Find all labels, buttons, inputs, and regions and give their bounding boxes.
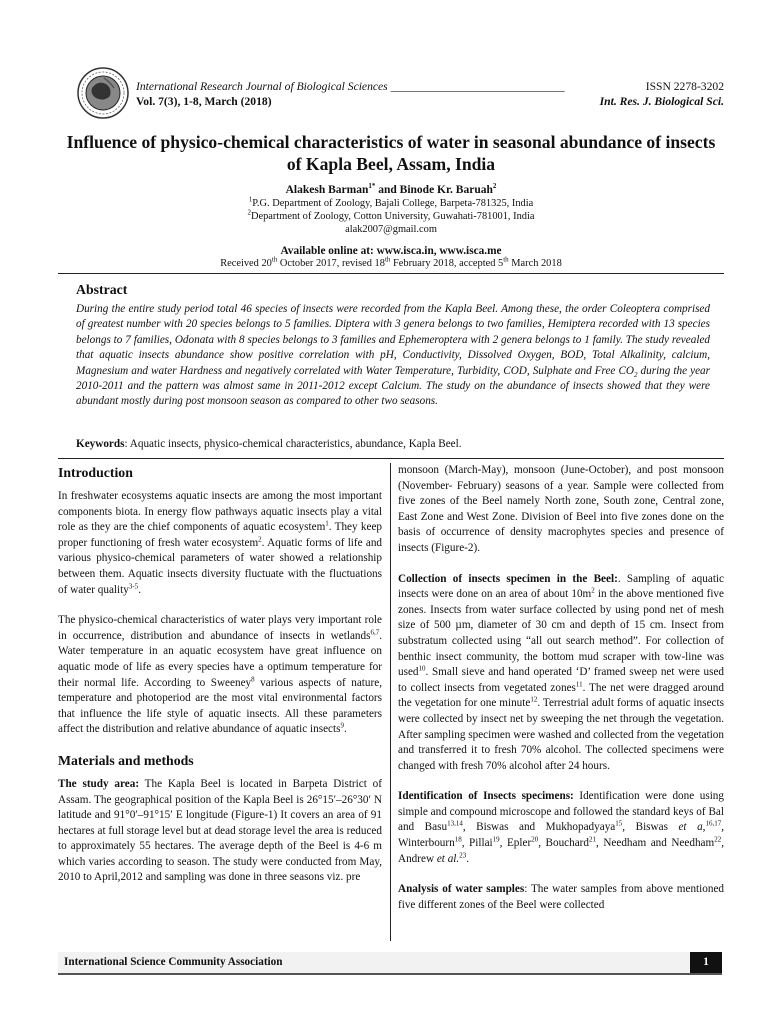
affil-1-sup: 1: [248, 195, 253, 204]
abstract-heading: Abstract: [76, 282, 128, 297]
issn: ISSN 2278-3202: [645, 80, 724, 93]
volume-issue: Vol. 7(3), 1-8, March (2018): [136, 94, 272, 108]
affiliation-1: P.G. Department of Zoology, Bajali College, Barpeta-781325, India: [252, 198, 534, 209]
author-1-sup: 1*: [368, 182, 376, 191]
page-number: 1: [690, 952, 722, 973]
keywords-text: : Aquatic insects, physico-chemical characteristics, abundance, Kapla Beel.: [124, 438, 462, 450]
paper-title: Influence of physico-chemical characteristics of water in seasonal abundance of insects of Kapla Beel, Assam, India: [66, 132, 716, 174]
left-column: [58, 463, 382, 901]
right-column: [398, 463, 724, 928]
collection-paragraph: Collection of insects specimen in the Beel:. Sampling of aquatic insects were done on an area of about $10m^2$ in the above mentioned five zones. Insects from water surface collected by using pond net of mesh size of 500 µm, diameter of 30 cm and depth of 15 cm. Insect from substratum collected using “all out search method”. For collection of benthic insect community, the bottom mud scraper with tow-line was used$^{10}$. Small sieve and hand operated ‘D’ framed sweep net were used to collect insects from vegetated zones$^{11}$. The net were dragged around the vegetation for one minute$^{12}$. Terrestrial adult forms of aquatic insects were collected by insect net by sweeping the net through the vegetation. After sampling specimen were washed and collected from the vegetation and transferred it to fresh 70% alcohol. The collected specimens were changed with fresh 70% alcohol after 24 hours.: [398, 572, 725, 772]
column-divider: [390, 463, 391, 941]
received-dates: Received 20th October 2017, revised 18th February 2018, accepted 5th March 2018: [220, 255, 562, 269]
available-online: Available online at: www.isca.in, www.isca.me: [280, 245, 502, 257]
identification-paragraph: Identification of Insects specimens: Identification were done using simple and compound microscope and followed the standard keys of Bal and Basu$^{13,14}$, Biswas and Mukhopadyaya$^{15}$, Biswas et a,$^{16,17}$, Winterbourn$^{18}$, Pillai$^{19}$, Epler$^{20}$, Bouchard$^{21}$, Needham and Needham$^{22}$, Andrew et al.$^{23}$.: [398, 790, 725, 865]
author-1: Alakesh Barman: [285, 184, 369, 196]
footer-org: International Science Community Association: [64, 956, 283, 968]
keywords-label: Keywords: [76, 438, 125, 450]
affiliation-2: Department of Zoology, Cotton University, Guwahati-781001, India: [251, 211, 535, 222]
abstract-text: During the entire study period total 46 species of insects were recorded from the Kapla Beel. Among these, the order Coleoptera comprised of greatest number with 20 species belongs to 5 families. Diptera with 3 genera belongs to two families, Hemiptera recorded with 13 species belongs to 7 families, Odonata with 8 species belongs to 3 families and Ephemeroptera with 2 genera belongs to 1 family. The study revealed that aquatic insects abundance show positive correlation with pH, Conductivity, Dissolved Oxygen, BOD, Total Alkalinity, calcium, Magnesium and water Hardness and negatively correlated with Water Temperature, Turbidity, COD, Sulphate and Free $CO_2$ during the year 2010-2011 and the pattern was almost same in 2011-2012 except Calcium. The study on the abundance of insects showed that they were abundant mostly during post monsoon season as compared to other two seasons.: [76, 303, 710, 408]
affiliations: [58, 197, 724, 236]
journal-abbrev: Int. Res. J. Biological Sci.: [599, 94, 724, 108]
intro-paragraph-2: The physico-chemical characteristics of water plays very important role in occurrence, distribution and abundance of insects in wetlands$^{6,7}$. Water temperature in an aquatic ecosystem have great influence on aquatic mode of life as every species have a optimum temperature for their normal life. According to Sweeney$^8$ various aspects of nature, temperature and photoperiod are the most vital environmental factors that influence the life style of aquatic insects. All these parameters affect the distribution and relative abundance of aquatic insects$^9$.: [58, 614, 382, 736]
journal-header: International Research Journal of Biological Sciences ______________________________ Vol. 7(3), 1-8, March (2018): [136, 80, 565, 108]
author-2-sup: 2: [492, 182, 497, 191]
divider-top: [58, 273, 724, 274]
intro-paragraph-1: In freshwater ecosystems aquatic insects are among the most important components biota. In energy flow pathways aquatic insects play a vital role as they are the chief components of aquatic ecosystem$^1$. They keep proper functioning of fresh water ecosystem$^2$. Aquatic forms of life and various physico-chemical parameters of water showed a relationship between them. Aquatic insects diversity fluctuate with the fluctuations of water quality$^{3-5}$.: [58, 490, 383, 596]
methods-heading: Materials and methods: [58, 752, 194, 768]
journal-logo: [76, 66, 130, 120]
affil-2-sup: 2: [247, 208, 251, 217]
divider-keywords: [58, 458, 724, 459]
keywords: [76, 438, 716, 450]
journal-name: International Research Journal of Biological Sciences: [136, 80, 388, 93]
intro-heading: Introduction: [58, 465, 133, 480]
journal-issn-block: [600, 80, 724, 109]
author-and: and: [375, 184, 400, 196]
author-2: Binode Kr. Baruah: [399, 184, 493, 196]
study-area-paragraph: The study area: The Kapla Beel is located in Barpeta District of Assam. The geographical position of the Kapla Beel is 26°15′–26°30′ N latitude and 91°0′–91°15′ E longitude (Figure-1) It covers an area of 91 hectares at full storage level but at dead storage level the area is reduced to approximately 55 hectares. The average depth of the Beel is 4-6 m which varies according to season. The study were conducted from May, 2010 to April,2012 and sampling was done in three seasons viz. pre: [58, 777, 382, 884]
author-list: [58, 184, 724, 196]
water-analysis-paragraph: Analysis of water samples: The water samples from above mentioned five different zones of the Beel were collected: [398, 883, 724, 911]
study-area-continued: monsoon (March-May), monsoon (June-October), and post monsoon (November- February) seasons of a year. Sample were collected from five zones of the Beel namely North zone, South zone, Central zone, East Zone and West Zone. Division of Beel into five zones done on the basis of occurrence of density macrophytes species and presence of insects (Figure-2).: [398, 464, 724, 554]
email: alak2007@gmail.com: [345, 224, 437, 235]
